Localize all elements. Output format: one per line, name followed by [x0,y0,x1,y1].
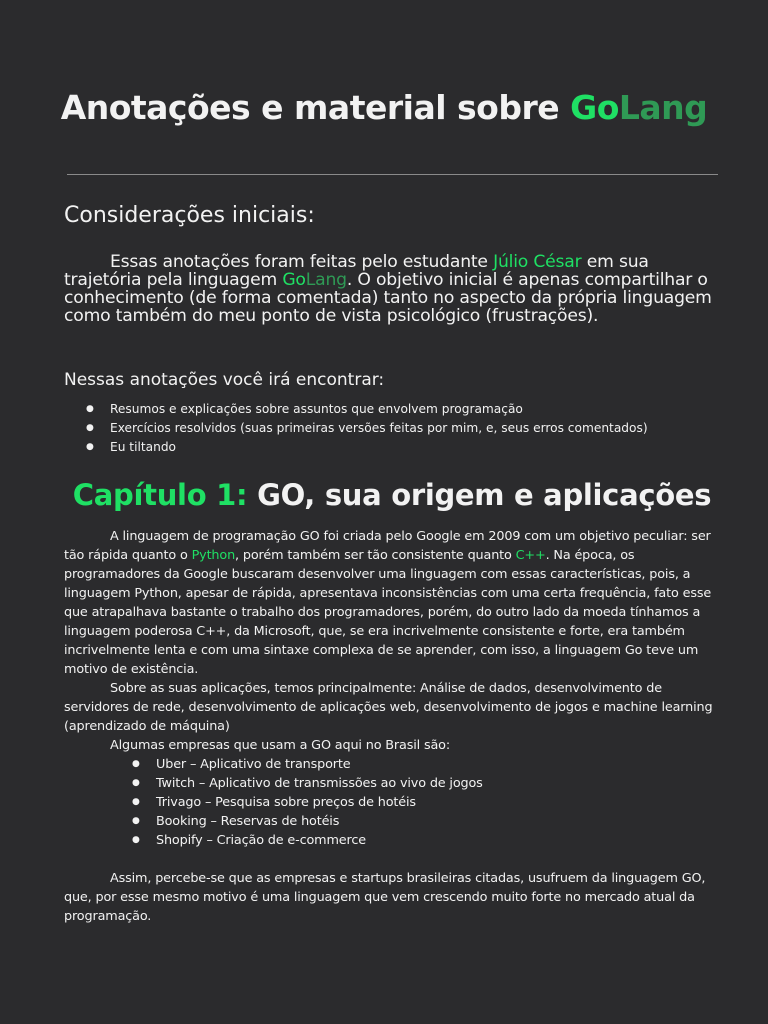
chapter-body [64,527,728,926]
chapter-paragraph-2: Sobre as suas aplicações, temos principalmente: Análise de dados, desenvolvimento de servidores de rede, desenvolvimento de aplicações web, desenvolvimento de jogos e machine learning (aprendizado de máquina) [64,681,713,734]
list-item: ● Eu tiltando [86,438,648,457]
chapter-label: Capítulo 1: [72,478,248,512]
find-heading: Nessas anotações você irá encontrar: [64,370,385,390]
cpp-link: C++ [515,548,546,563]
python-link: Python [191,548,236,563]
intro-text-3: . O objetivo inicial é apenas compartilhar o conhecimento (de forma comentada) tanto no aspecto da própria linguagem como também do meu ponto de vista psicológico (frustrações). [64,270,712,326]
intro-text-2: em sua trajetória pela linguagem [64,252,649,290]
list-item: ● Uber – Aplicativo de transporte [132,755,728,774]
intro-lang: Lang [305,270,347,290]
list-item: ● Shopify – Criação de e-commerce [132,831,728,850]
title-prefix: Anotações e material sobre [60,88,571,127]
chapter-paragraph-4: Assim, percebe-se que as empresas e startups brasileiras citadas, usufruem da linguagem GO, que, por esse mesmo motivo é uma linguagem que vem crescendo muito forte no mercado atual da programação. [64,871,706,924]
intro-text-1: Essas anotações foram feitas pelo estudante [110,252,494,272]
companies-list [64,755,728,850]
list-item: ● Twitch – Aplicativo de transmissões ao vivo de jogos [132,774,728,793]
chapter-title [0,478,768,512]
intro-go: Go [282,270,306,290]
page-title [0,88,768,127]
list-item: ● Booking – Reservas de hotéis [132,812,728,831]
p1-text-b: , porém também ser tão consistente quanto [235,548,516,563]
title-lang: Lang [618,88,708,127]
p1-text-a: A linguagem de programação GO foi criada pelo Google em 2009 com um objetivo peculiar: ser tão rápida quanto o [64,529,711,563]
list-item: ● Resumos e explicações sobre assuntos que envolvem programação [86,400,648,419]
list-item: ● Exercícios resolvidos (suas primeiras versões feitas por mim, e, seus erros comentados) [86,419,648,438]
contents-list [86,400,648,457]
title-go: Go [570,88,619,127]
author-name: Júlio César [493,252,582,272]
list-item: ● Trivago – Pesquisa sobre preços de hotéis [132,793,728,812]
spacer [64,850,728,869]
chapter-paragraph-3: Algumas empresas que usam a GO aqui no Brasil são: [110,738,451,753]
considerations-heading: Considerações iniciais: [64,203,315,228]
chapter-heading-text: GO, sua origem e aplicações [247,478,712,512]
chapter-paragraph-1 [64,527,728,679]
p1-text-c: . Na época, os programadores da Google buscaram desenvolver uma linguagem com essas características, pois, a linguagem Python, apesar de rápida, apresentava inconsistências com uma certa frequência, fato esse que atrapalhava bastante o trabalho dos programadores, porém, do outro lado da moeda tínhamos a linguagem poderosa C++, da Microsoft, que, se era incrivelmente consistente e forte, era também incrivelmente lenta e com uma sintaxe complexa de se aprender, com isso, a linguagem Go teve um motivo de existência. [64,548,712,677]
title-divider [67,174,718,175]
intro-paragraph [64,253,724,325]
